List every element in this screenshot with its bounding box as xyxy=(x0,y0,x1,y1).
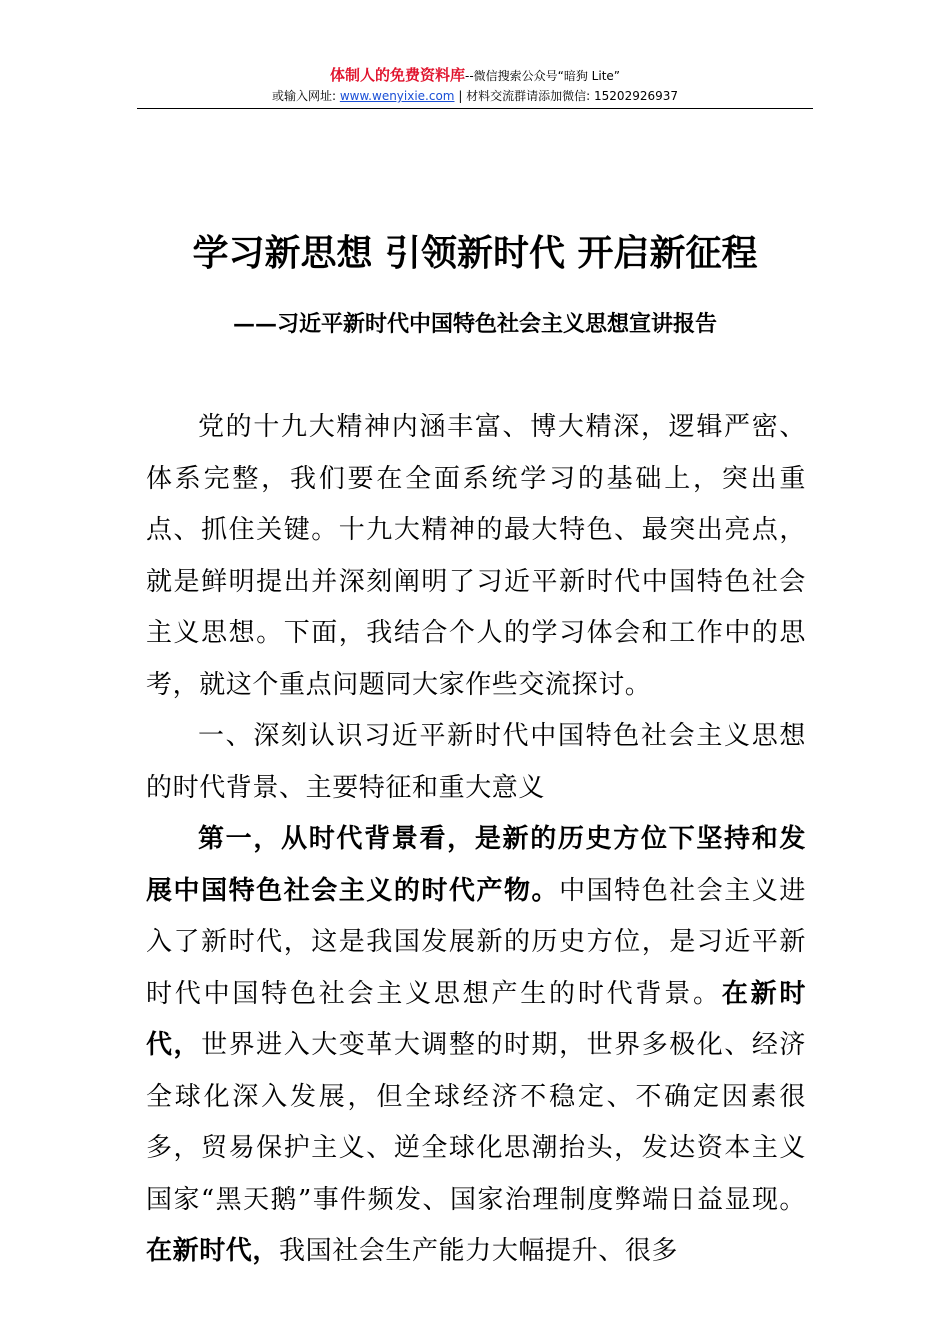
header-line-1 xyxy=(137,64,813,87)
paragraph-text: 我国社会生产能力大幅提升、很多 xyxy=(279,1236,679,1266)
intro-paragraph: 党的十九大精神内涵丰富、博大精深，逻辑严密、体系完整，我们要在全面系统学习的基础上，突出重点、抓住关键。十九大精神的最大特色、最突出亮点，就是鲜明提出并深刻阐明了习近平新时代中国特色社会主义思想。下面，我结合个人的学习体会和工作中的思考，就这个重点问题同大家作些交流探讨。 xyxy=(146,412,806,700)
page-header xyxy=(137,64,813,105)
bold-phrase: 在新时代， xyxy=(146,1236,280,1266)
paragraph-text: 世界进入大变革大调整的时期，世界多极化、经济全球化深入发展，但全球经济不稳定、不确定因素很多，贸易保护主义、逆全球化思潮抬头，发达资本主义国家“黑天鹅”事件频发、国家治理制度弊端日益显现。 xyxy=(146,1030,806,1215)
section-heading: 一、深刻认识习近平新时代中国特色社会主义思想的时代背景、主要特征和重大意义 xyxy=(146,721,806,803)
header-line-2 xyxy=(137,87,813,105)
bold-phrase: 在新时代， xyxy=(146,978,806,1060)
document-title: 学习新思想 引领新时代 开启新征程 xyxy=(192,232,758,274)
bold-lead: 第一，从时代背景看，是新的历史方位下坚持和发展中国特色社会主义的时代产物。 xyxy=(146,824,806,906)
body-paragraph xyxy=(146,814,806,1278)
url-prefix: 或输入网址: xyxy=(271,89,340,103)
website-link[interactable]: www.wenyixie.com xyxy=(339,89,455,103)
brand-name: 体制人的免费资料库 xyxy=(329,66,465,84)
contact-text: | 材料交流群请添加微信: 15202926937 xyxy=(454,89,679,103)
document-subtitle: ——习近平新时代中国特色社会主义思想宣讲报告 xyxy=(232,311,717,337)
document-body xyxy=(146,402,806,1278)
paragraph-text: 中国特色社会主义进入了新时代，这是我国发展新的历史方位，是习近平新时代中国特色社会主义思想产生的时代背景。 xyxy=(146,875,806,1009)
header-divider xyxy=(137,108,813,109)
brand-tagline: --微信搜索公众号“暗狗 Lite” xyxy=(464,69,621,83)
